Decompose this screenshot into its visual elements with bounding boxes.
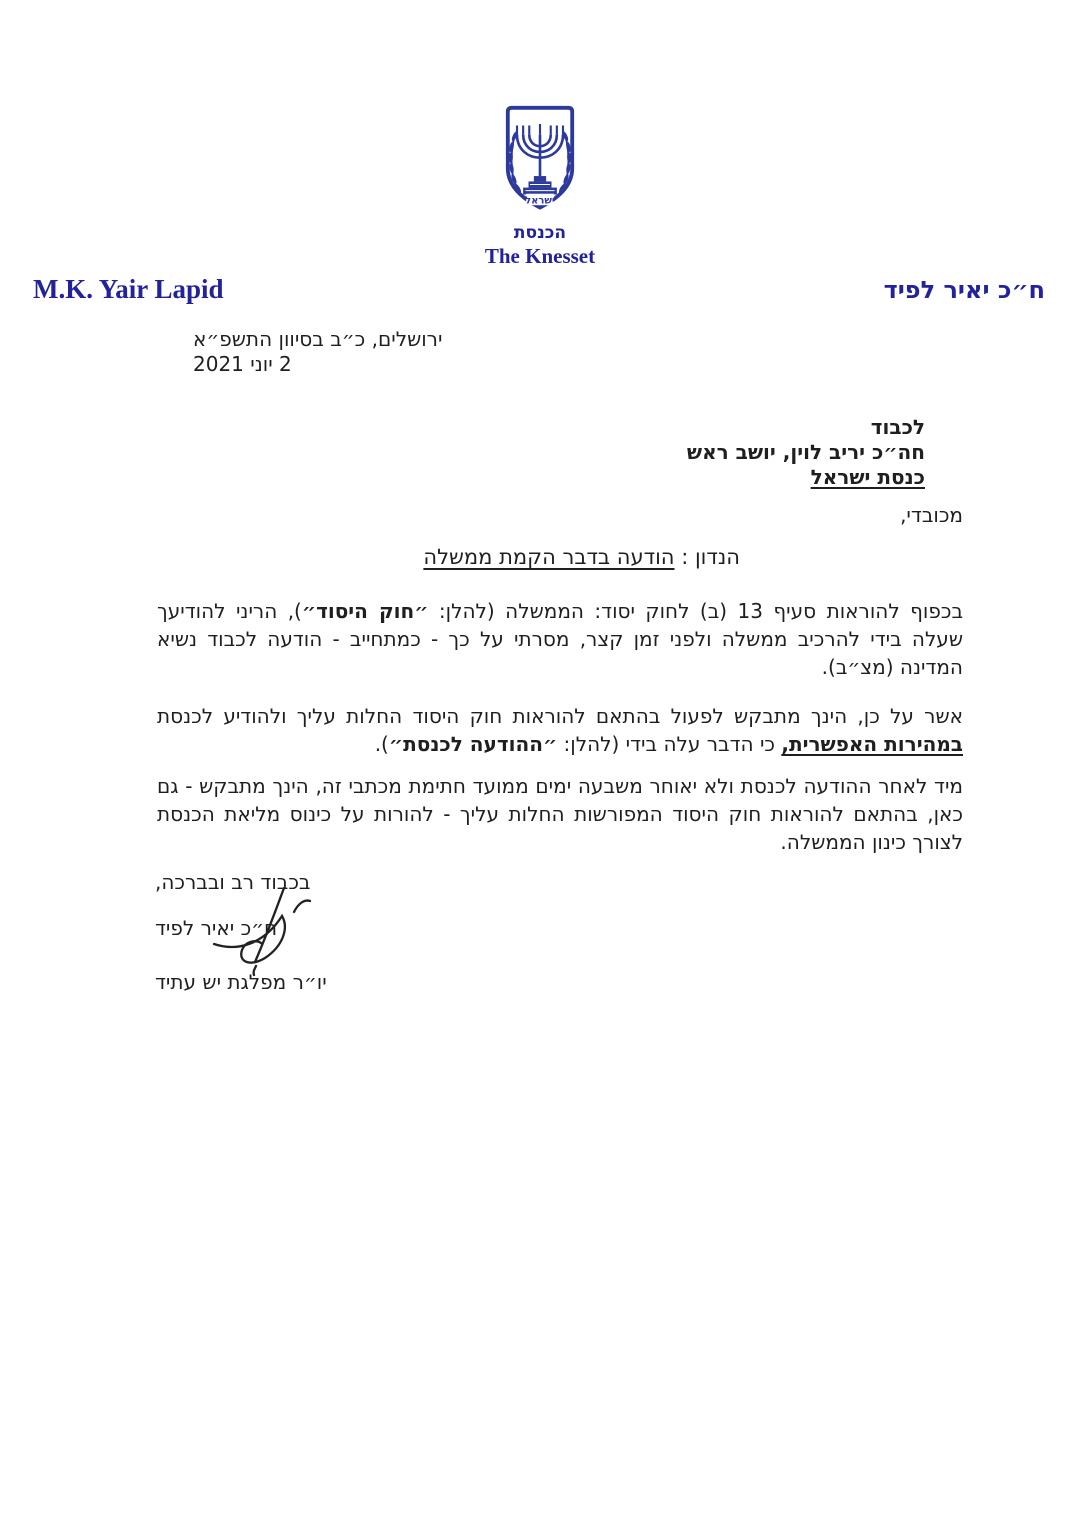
mk-name-hebrew: ח״כ יאיר לפיד [883, 276, 1045, 304]
paragraph-2-text-cont: כי הדבר עלה בידי (להלן: [557, 732, 782, 756]
date-block [193, 327, 442, 377]
civil-date: 2 יוני 2021 [193, 352, 292, 376]
knesset-name-hebrew: הכנסת [513, 222, 567, 243]
subject-separator: : [674, 545, 695, 569]
greeting: מכובדי, [900, 503, 963, 527]
emblem-caption: ישראל [525, 195, 555, 207]
recipient-name: חה״כ יריב לוין, יושב ראש [686, 440, 925, 464]
paragraph-2-text: אשר על כן, הינך מתבקש לפעול בהתאם להוראות חוק היסוד החלות עליך ולהודיע לכנסת [157, 704, 963, 728]
recipient-salutation: לכבוד [870, 415, 925, 439]
subject-text: הודעה בדבר הקמת ממשלה [423, 545, 675, 569]
signature-role: יו״ר מפלגת יש עתיד [155, 970, 327, 994]
subject-line [423, 545, 740, 569]
paragraph-3 [157, 772, 963, 856]
hebrew-date: ירושלים, כ״ב בסיוון התשפ״א [193, 327, 443, 351]
knesset-menorah-emblem-icon [494, 104, 586, 219]
paragraph-2-text-end: ). [374, 732, 389, 756]
subject-label: הנדון [694, 545, 740, 569]
paragraph-3-text: מיד לאחר ההודעה לכנסת ולא יאוחר משבעה ימים ממועד חתימת מכתבי זה, הינך מתבקש - גם כאן, בהתאם להוראות חוק היסוד המפורשות החלות עליך - להורות על כינוס מליאת הכנסת לצורך כינון הממשלה. [157, 774, 963, 854]
closing-salutation: בכבוד רב ובברכה, [155, 870, 311, 894]
letterhead [0, 104, 1080, 267]
recipient-organization: כנסת ישראל [810, 465, 925, 489]
handwritten-signature [198, 882, 348, 977]
paragraph-1-text-cont: ), הריני להודיעך שעלה בידי להרכיב ממשלה ולפני זמן קצר, מסרתי על כך - כמתחייב - הודעה לכבוד נשיא המדינה (מצ״ב). [157, 599, 963, 679]
knesset-name-english: The Knesset [484, 243, 596, 268]
paragraph-2 [157, 702, 963, 758]
basic-law-term: ״חוק היסוד״ [301, 599, 429, 623]
paragraph-1-text: בכפוף להוראות סעיף 13 (ב) לחוק יסוד: הממשלה (להלן: [428, 599, 964, 623]
recipient-block [687, 415, 925, 490]
signature-printed-name: ח״כ יאיר לפיד [155, 916, 278, 940]
mk-name-english: M.K. Yair Lapid [33, 274, 224, 304]
knesset-notice-term: ״ההודעה לכנסת״ [388, 732, 558, 756]
paragraph-1 [157, 597, 963, 681]
letter-body [157, 597, 963, 856]
urgency-emphasis: במהירות האפשרית, [781, 732, 963, 756]
